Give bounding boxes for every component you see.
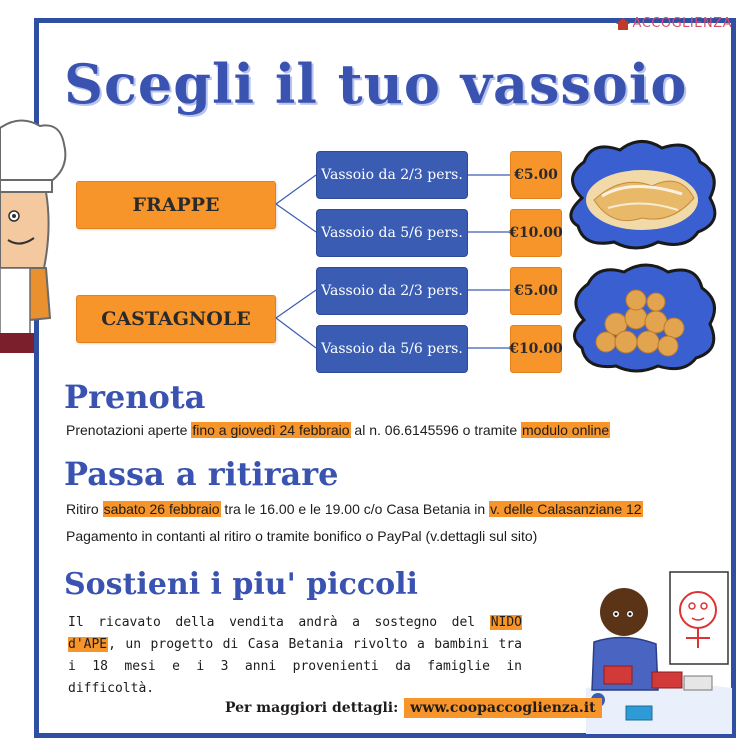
page-title: Scegli il tuo vassoio [64,52,688,116]
product-castagnole[interactable]: CASTAGNOLE [76,295,276,343]
ritirare-text-2: tra le 16.00 e le 19.00 c/o Casa Betania in [220,501,490,517]
brand-logo[interactable] [616,16,732,31]
option-castagnole-large[interactable]: Vassoio da 5/6 pers. [316,325,468,373]
footer [225,700,602,716]
sostieni-heading: Sostieni i piu' piccoli [64,567,418,602]
prenota-text [66,419,610,442]
ritirare-text-1: Ritiro [66,501,103,517]
prenota-text-1: Prenotazioni aperte [66,422,192,438]
footer-label: Per maggiori dettagli: [225,700,399,716]
pickup-address: v. delle Calasanziane 12 [490,501,642,517]
option-castagnole-small[interactable]: Vassoio da 2/3 pers. [316,267,468,315]
sostieni-paragraph [68,612,522,700]
payment-text: Pagamento in contanti al ritiro o tramite bonifico o PayPal (v.dettagli sul sito) [66,528,538,544]
sostieni-text-2: , un progetto di Casa Betania rivolto a bambini tra i 18 mesi e i 3 anni provenienti da famiglie in difficoltà. [68,637,522,696]
house-icon [616,18,630,30]
option-frappe-large[interactable]: Vassoio da 5/6 pers. [316,209,468,257]
castagnole-photo [566,262,718,374]
website-link[interactable]: www.coopaccoglienza.it [404,698,601,718]
prenota-text-2: al n. 06.6145596 o tramite [350,422,521,438]
price-frappe-large: €10.00 [510,209,562,257]
child-illustration [586,568,732,734]
price-frappe-small: €5.00 [510,151,562,199]
product-frappe[interactable]: FRAPPE [76,181,276,229]
online-form-link[interactable]: modulo online [522,422,610,438]
logo-text: ACCOGLIENZA [632,16,732,31]
prenota-heading: Prenota [64,378,206,416]
nido-badge: NIDO d'APE [68,615,522,652]
price-castagnole-small: €5.00 [510,267,562,315]
pickup-date: sabato 26 febbraio [103,501,220,517]
frappe-photo [562,138,722,250]
prenota-deadline: fino a giovedì 24 febbraio [192,422,350,438]
sostieni-text-1: Il ricavato della vendita andrà a sostegno del [68,615,490,630]
option-frappe-small[interactable]: Vassoio da 2/3 pers. [316,151,468,199]
ritirare-text [66,498,643,521]
chef-illustration [0,118,70,368]
price-castagnole-large: €10.00 [510,325,562,373]
ritirare-heading: Passa a ritirare [64,455,339,493]
